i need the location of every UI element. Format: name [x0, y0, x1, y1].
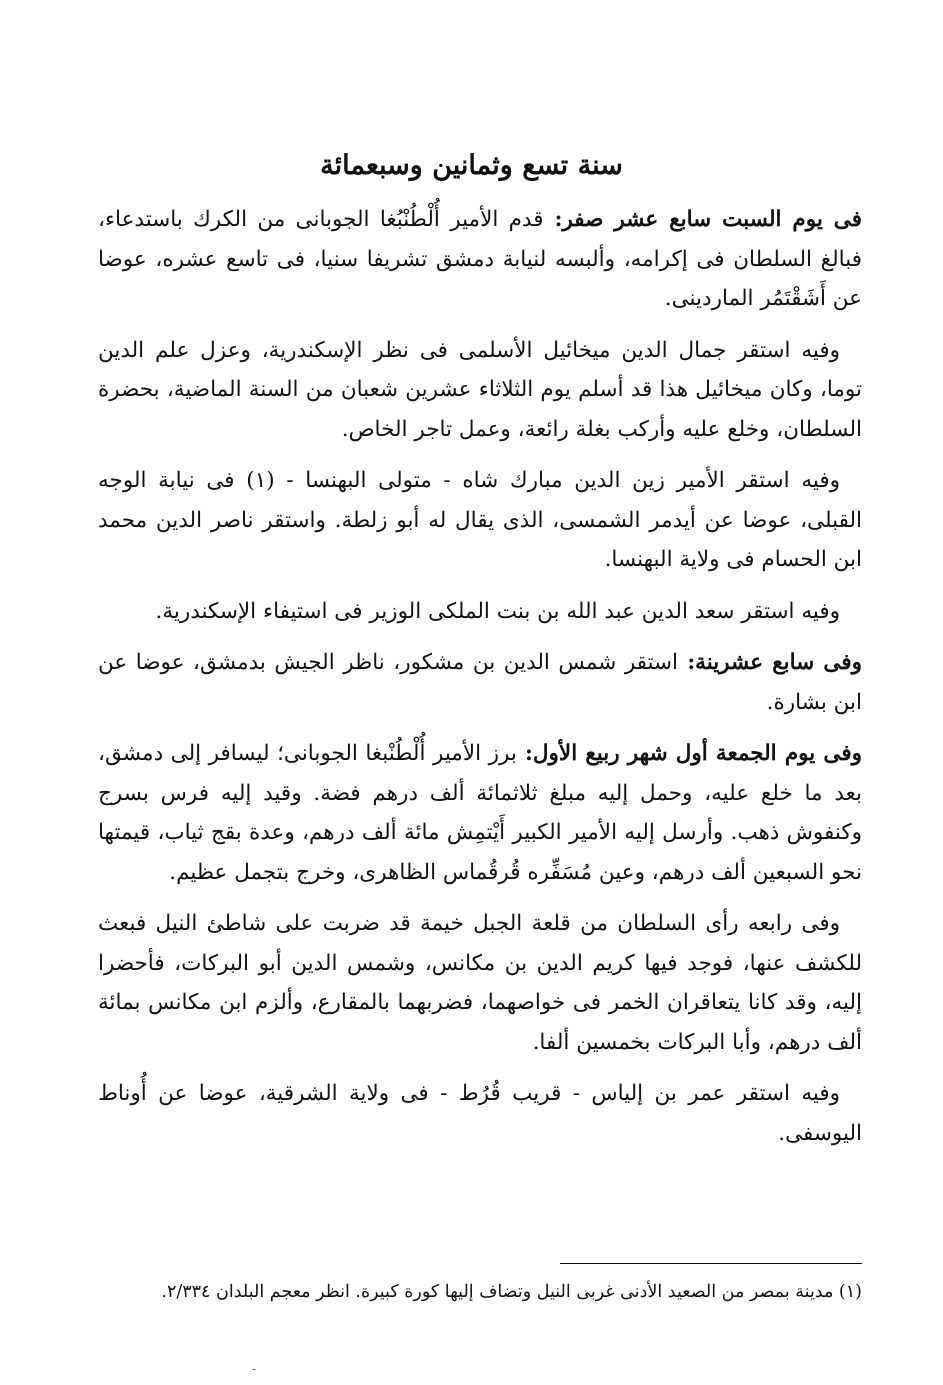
- paragraph-text: استقر شمس الدين بن مشكور، ناظر الجيش بدمشق، عوضا عن ابن بشارة.: [98, 650, 862, 715]
- paragraph-7: [98, 904, 862, 1062]
- paragraph-5: [98, 643, 862, 722]
- paragraph-6: [98, 734, 862, 892]
- paragraph-text: وفيه استقر سعد الدين عبد الله بن بنت الملكى الوزير فى استيفاء الإسكندرية.: [155, 598, 840, 624]
- paragraph-8: [98, 1074, 862, 1153]
- paragraph-text: وفيه استقر الأمير زين الدين مبارك شاه - متولى البهنسا - (١) فى نيابة الوجه القبلى، عوضا عن أيدمر الشمسى، الذى يقال له أبو زلطة. واستقر ناصر الدين محمد ابن الحسام فى ولاية البهنسا.: [98, 468, 862, 572]
- paragraph-text: وفيه استقر عمر بن إلياس - قريب قُرُط - فى ولاية الشرقية، عوضا عن أُوناط اليوسفى.: [98, 1081, 862, 1146]
- footnote: (١) مدينة بمصر من الصعيد الأدنى غربى النيل وتضاف إليها كورة كبيرة. انظر معجم البلدان ٢/٣٣٤.: [161, 1282, 862, 1302]
- paragraph-text: قدم الأمير أُلْطُنْبُغا الجوبانى من الكرك باستدعاء، فبالغ السلطان فى إكرامه، وألبسه لنيابة دمشق تشريفا سنيا، فى تاسع عشره، عوضا عن أَشَقْتَمُر الماردينى.: [98, 207, 862, 311]
- paragraph-lead: وفى سابع عشرينة:: [678, 650, 863, 675]
- corner-mark: -: [252, 1362, 257, 1376]
- footnote-divider: [560, 1263, 862, 1264]
- body-text: [98, 200, 862, 1165]
- paragraph-text: وفيه استقر جمال الدين ميخائيل الأسلمى فى نظر الإسكندرية، وعزل علم الدين توما، وكان ميخائيل هذا قد أسلم يوم الثلاثاء عشرين شعبان من السنة الماضية، بحضرة السلطان، وخلع عليه وأركب بغلة رائعة، وعمل تاجر الخاص.: [98, 337, 862, 442]
- paragraph-4: [98, 592, 862, 632]
- paragraph-text: برز الأمير أُلْطُنْبغا الجوبانى؛ ليسافر إلى دمشق، بعد ما خلع عليه، وحمل إليه مبلغ ثلاثمائة ألف درهم فضة. وقيد إليه فرس بسرج وكنفوش ذهب. وأرسل إليه الأمير الكبير أَيْتمِش مائة ألف درهم، وعدة بقج ثياب، قيمتها نحو السبعين ألف درهم، وعين مُسَفِّره قُرقُماس الظاهرى، وخرج بتجمل عظيم.: [98, 741, 862, 885]
- page-title: سنة تسع وثمانين وسبعمائة: [320, 150, 623, 181]
- paragraph-text: وفى رابعه رأى السلطان من قلعة الجبل خيمة قد ضربت على شاطئ النيل فبعث للكشف عنها، فوجد فيها كريم الدين بن مكانس، وشمس الدين أبو البركات، فأحضرا إليه، وقد كانا يتعاقران الخمر فى خواصهما، فضربهما بالمقارع، وألزم ابن مكانس بمائة ألف درهم، وأبا البركات بخمسين ألفا.: [98, 911, 862, 1055]
- paragraph-1: [98, 200, 862, 319]
- paragraph-lead: فى يوم السبت سابع عشر صفر:: [543, 207, 862, 232]
- paragraph-lead: وفى يوم الجمعة أول شهر ربيع الأول:: [516, 741, 862, 766]
- paragraph-3: [98, 461, 862, 580]
- paragraph-2: [98, 331, 862, 450]
